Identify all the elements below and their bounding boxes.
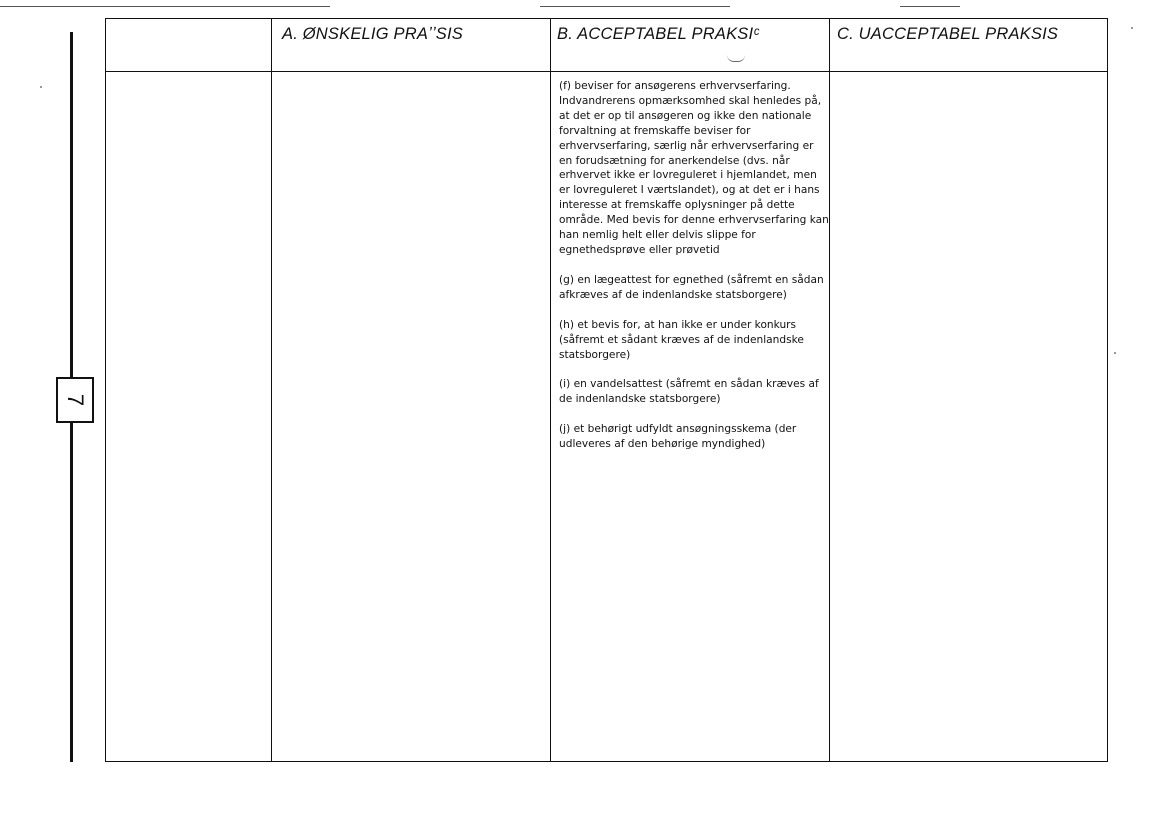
paragraph-f: (f) beviser for ansøgerens erhvervserfaring. Indvandrerens opmærksomhed skal henledes på, at det er op til ansøgeren og ikke den nationale forvaltning at fremskaffe beviser for erhvervserfaring, særlig når erhvervserfaring er en forudsætning for anerkendelse (dvs. når erhvervet ikke er lovreguleret i hjemlandet, men er lovreguleret I værtslandet), og at det er i hans interesse at fremskaffe oplysninger på dette område. Med bevis for denne erhvervserfaring kan han nemlig helt eller delvis slippe for egnethedsprøve eller prøvetid <box>559 80 829 256</box>
header-divider <box>106 71 1107 72</box>
column-a-header: A. ØNSKELIG PRAʼʼSIS <box>282 25 463 43</box>
scan-edge-line <box>900 6 960 7</box>
paragraph-h: (h) et bevis for, at han ikke er under konkurs (såfremt et sådant kræves af de indenlandske statsborgere) <box>559 318 804 361</box>
column-c-header: C. UACCEPTABEL PRAKSIS <box>837 25 1059 43</box>
column-divider <box>550 19 551 761</box>
column-divider <box>271 19 272 761</box>
practice-table <box>105 18 1108 762</box>
page-number-tab <box>56 377 94 423</box>
scan-speck <box>1114 352 1116 354</box>
paragraph-i: (i) en vandelsattest (såfremt en sådan kræves af de indenlandske statsborgere) <box>559 378 819 406</box>
paragraph-j: (j) et behørigt udfyldt ansøgningsskema (der udleveres af den behørige myndighed) <box>559 423 797 451</box>
scan-speck <box>1131 27 1133 29</box>
column-b-content <box>559 79 829 467</box>
scan-speck <box>40 86 42 88</box>
scan-edge-line <box>0 6 330 7</box>
scan-edge-line <box>540 6 730 7</box>
column-divider <box>829 19 830 761</box>
column-b-header: B. ACCEPTABEL PRAKSIᶜ <box>557 25 760 43</box>
page-number: 7 <box>63 393 88 407</box>
pen-mark <box>727 55 745 62</box>
paragraph-g: (g) en lægeattest for egnethed (såfremt en sådan afkræves af de indenlandske statsborgere) <box>559 273 824 301</box>
